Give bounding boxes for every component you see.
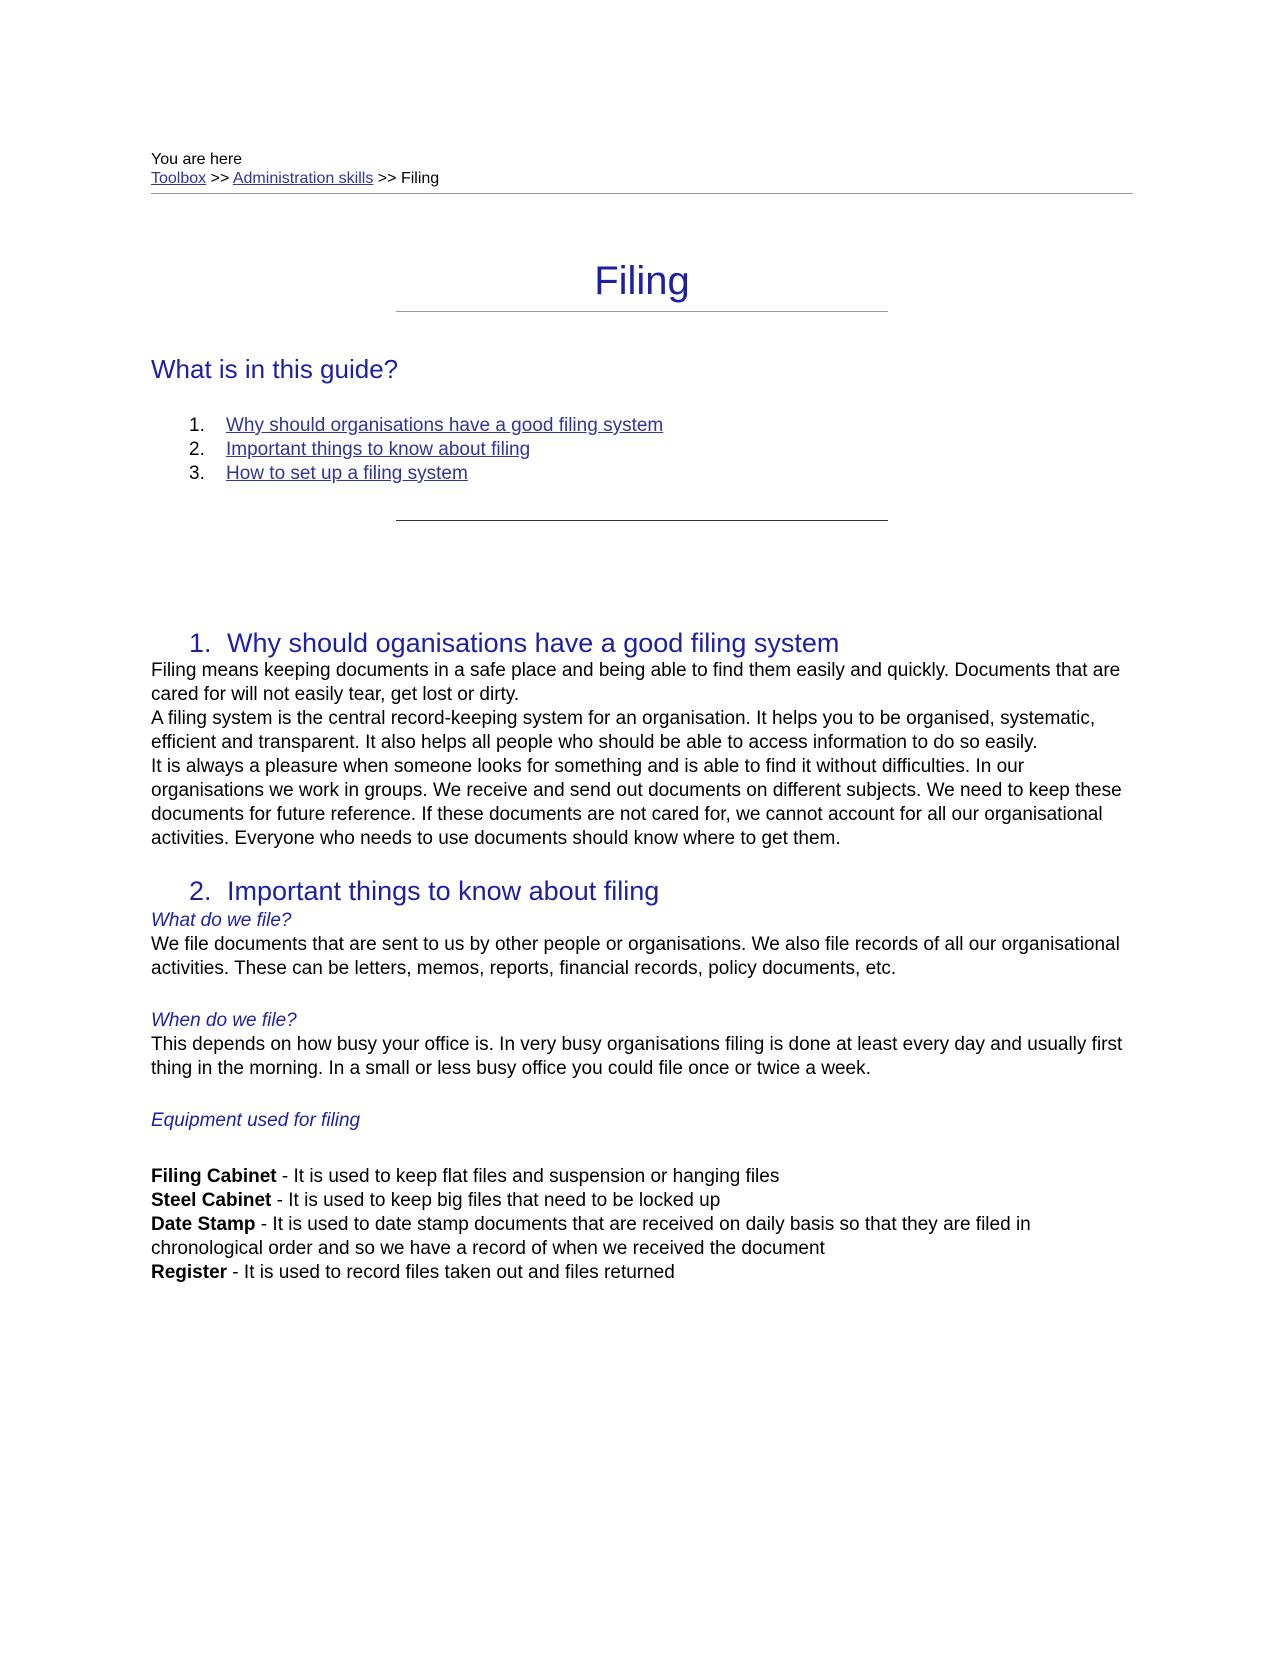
breadcrumb-link-toolbox[interactable]: Toolbox: [151, 170, 207, 187]
section-1-paragraph: Filing means keeping documents in a safe place and being able to find them easily and quickly. Documents that are cared for will not easily tear, get lost or dirty.: [151, 660, 1121, 705]
guide-item-number: 3.: [189, 463, 205, 484]
equipment-description: - It is used to keep flat files and suspension or hanging files: [276, 1166, 780, 1187]
guide-item-number: 1.: [189, 415, 205, 436]
breadcrumb-separator: >>: [377, 170, 397, 187]
what-do-we-file-paragraph: We file documents that are sent to us by other people or organisations. We also file records of all our organisational activities. These can be letters, memos, reports, financial records, policy documents, etc.: [151, 934, 1120, 979]
guide-item-number: 2.: [189, 439, 205, 460]
section-number: 1.: [189, 628, 212, 658]
section-1-paragraph: A filing system is the central record-keeping system for an organisation. It helps you to be organised, systematic, efficient and transparent. It also helps all people who should be able to access information to do so easily.: [151, 708, 1096, 753]
document-page: [151, 150, 1133, 1285]
equipment-description: - It is used to date stamp documents that are received on daily basis so that they are filed in chronological order and so we have a record of when we received the document: [151, 1214, 1031, 1259]
section-title: Important things to know about filing: [227, 876, 660, 906]
equipment-description: - It is used to record files taken out and files returned: [227, 1262, 675, 1283]
subheading-equipment: Equipment used for filing: [151, 1110, 361, 1131]
section-1-paragraph: It is always a pleasure when someone looks for something and is able to find it without difficulties. In our organisations we work in groups. We receive and send out documents on different subjects. We need to keep these documents for future reference. If these documents are not cared for, we cannot account for all our organisational activities. Everyone who needs to use documents should know where to get them.: [151, 756, 1122, 849]
equipment-name: Date Stamp: [151, 1214, 256, 1235]
guide-item: [151, 438, 1133, 462]
section-1-heading: [151, 627, 1133, 659]
breadcrumb-divider: [151, 193, 1133, 194]
guide-link-set-up-filing-system[interactable]: How to set up a filing system: [226, 463, 468, 484]
breadcrumb-label: You are here: [151, 151, 243, 168]
breadcrumb-current: Filing: [400, 170, 440, 187]
equipment-item: [151, 1261, 1133, 1285]
subheading-what-do-we-file: What do we file?: [151, 910, 292, 931]
equipment-item: [151, 1213, 1133, 1261]
guide-link-important-things[interactable]: Important things to know about filing: [226, 439, 531, 460]
when-do-we-file-paragraph: This depends on how busy your office is. In very busy organisations filing is done at least every day and usually first thing in the morning. In a small or less busy office you could file once or twice a week.: [151, 1034, 1123, 1079]
guide-item: [151, 462, 1133, 486]
guide-item: [151, 414, 1133, 438]
breadcrumb: [151, 169, 1133, 188]
section-number: 2.: [189, 876, 212, 906]
breadcrumb-link-administration-skills[interactable]: Administration skills: [232, 170, 374, 187]
section-2-heading: [151, 875, 1133, 907]
guide-link-why-good-filing-system[interactable]: Why should organisations have a good filing system: [226, 415, 664, 436]
title-divider: [396, 311, 888, 312]
equipment-name: Filing Cabinet: [151, 1166, 277, 1187]
equipment-item: [151, 1189, 1133, 1213]
page-title: Filing: [594, 259, 690, 303]
equipment-name: Steel Cabinet: [151, 1190, 272, 1211]
subheading-when-do-we-file: When do we file?: [151, 1010, 297, 1031]
equipment-item: [151, 1165, 1133, 1189]
equipment-description: - It is used to keep big files that need to be locked up: [271, 1190, 721, 1211]
equipment-list: [151, 1165, 1133, 1285]
section-title: Why should oganisations have a good filing system: [227, 628, 840, 658]
equipment-name: Register: [151, 1262, 228, 1283]
contents-divider: [396, 520, 888, 521]
breadcrumb-separator: >>: [210, 170, 230, 187]
guide-contents-list: [151, 414, 1133, 486]
guide-heading: What is in this guide?: [151, 354, 399, 384]
